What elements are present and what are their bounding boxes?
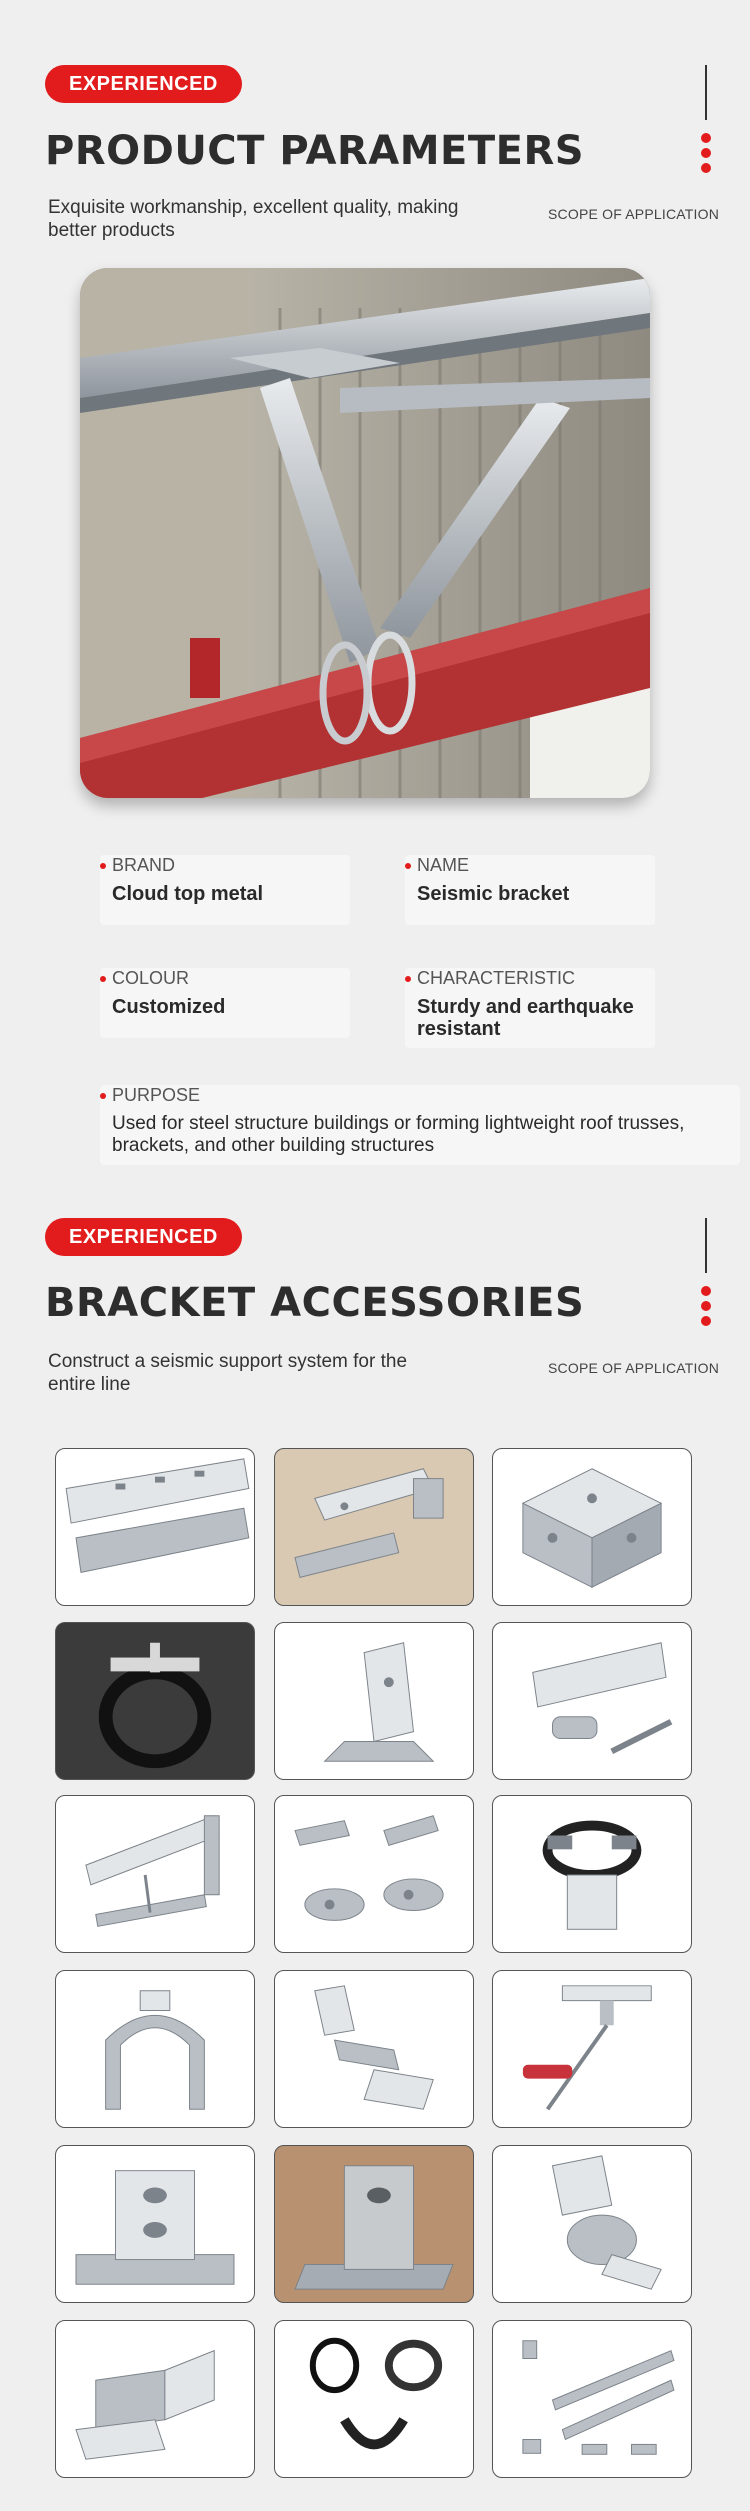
accessory-tile[interactable] (492, 2145, 692, 2303)
accessory-tile[interactable] (274, 2145, 474, 2303)
accessory-tile[interactable] (274, 2320, 474, 2478)
scope-link[interactable]: SCOPE OF APPLICATION (548, 1360, 720, 1376)
section-subtitle: Construct a seismic support system for the entire line (48, 1351, 408, 1395)
seismic-bracket-photo-icon (80, 268, 650, 798)
accessory-tile[interactable] (55, 1970, 255, 2128)
param-name (405, 855, 655, 925)
divider-line (705, 1218, 707, 1273)
param-label: CHARACTERISTIC (417, 968, 576, 988)
clevis-hanger-icon (56, 1623, 254, 1779)
beam-clamp-brace-icon (493, 1971, 691, 2127)
accessory-tile[interactable] (55, 2320, 255, 2478)
accessory-tile[interactable] (274, 1970, 474, 2128)
channel-bracket-icon (275, 1449, 473, 1605)
param-label: BRAND (112, 855, 176, 875)
hinged-base-icon (275, 1623, 473, 1779)
angle-hinge-icon (275, 1971, 473, 2127)
param-brand (100, 855, 350, 925)
accessory-tile[interactable] (492, 2320, 692, 2478)
accessory-tile[interactable] (274, 1795, 474, 1953)
z-bracket-icon (56, 2321, 254, 2477)
param-characteristic (405, 968, 655, 1048)
param-value: Used for steel structure buildings or forming lightweight roof trusses, brackets, and other building structures (112, 1113, 685, 1156)
experienced-badge: EXPERIENCED (45, 1218, 242, 1256)
accessory-tile[interactable] (492, 1448, 692, 1606)
page-title: PRODUCT PARAMETERS (45, 128, 585, 174)
product-photo (80, 268, 650, 798)
post-base-photo-icon (275, 2146, 473, 2302)
param-value: Cloud top metal (112, 883, 264, 905)
pipe-strap-icon (56, 1971, 254, 2127)
accessory-tile[interactable] (55, 1448, 255, 1606)
accessory-tile[interactable] (274, 1448, 474, 1606)
channel-nut-rod-icon (493, 1623, 691, 1779)
accessory-tile[interactable] (55, 1622, 255, 1780)
param-label: NAME (417, 855, 470, 875)
swivel-connector-icon (493, 2146, 691, 2302)
pipe-clamp-icon (493, 1796, 691, 1952)
param-value: Sturdy and earthquake resistant (417, 996, 634, 1040)
decor-dot (701, 1301, 711, 1311)
param-colour (100, 968, 350, 1038)
accessory-tile[interactable] (492, 1795, 692, 1953)
decor-dot (701, 1286, 711, 1296)
param-label: COLOUR (112, 968, 190, 988)
seismic-fittings-icon (275, 1796, 473, 1952)
section-title: BRACKET ACCESSORIES (45, 1280, 585, 1326)
param-value: Customized (112, 996, 226, 1018)
hanger-set-icon (275, 2321, 473, 2477)
scope-link[interactable]: SCOPE OF APPLICATION (548, 206, 720, 222)
accessory-tile[interactable] (492, 1622, 692, 1780)
cantilever-arm-icon (56, 1796, 254, 1952)
param-purpose (100, 1085, 740, 1165)
anchor-bolts-icon (493, 2321, 691, 2477)
divider-line (705, 65, 707, 120)
accessory-tile[interactable] (492, 1970, 692, 2128)
decor-dot (701, 1316, 711, 1326)
strut-channel-icon (56, 1449, 254, 1605)
decor-dot (701, 148, 711, 158)
param-value: Seismic bracket (417, 883, 570, 905)
accessory-tile[interactable] (274, 1622, 474, 1780)
experienced-badge: EXPERIENCED (45, 65, 242, 103)
accessory-tile[interactable] (55, 1795, 255, 1953)
param-label: PURPOSE (112, 1085, 201, 1105)
decor-dot (701, 133, 711, 143)
post-base-icon (56, 2146, 254, 2302)
decor-dot (701, 163, 711, 173)
corner-connector-icon (493, 1449, 691, 1605)
section-subtitle: Exquisite workmanship, excellent quality, making better products (48, 197, 459, 241)
accessory-tile[interactable] (55, 2145, 255, 2303)
